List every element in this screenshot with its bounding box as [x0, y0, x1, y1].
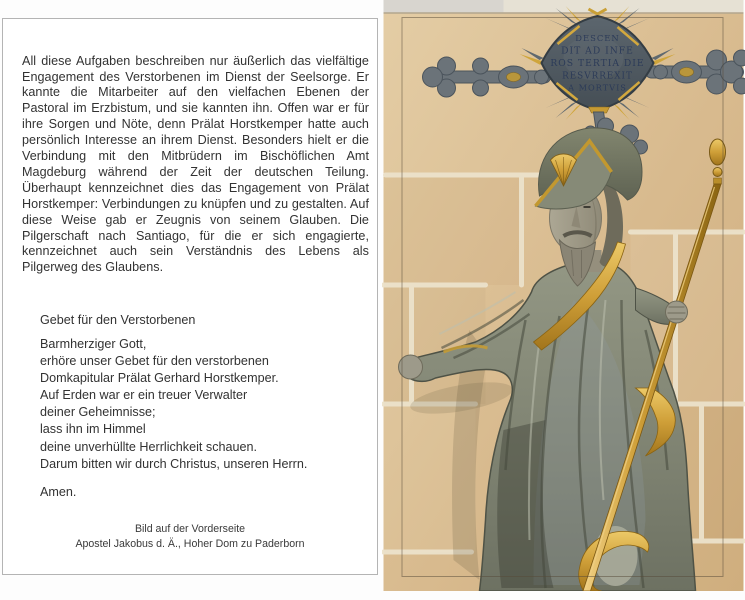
prayer-heading: Gebet für den Verstorbenen [40, 313, 196, 327]
statue-left-hand [666, 301, 688, 323]
prayer-line: deiner Geheimnisse; [40, 405, 156, 420]
photo-credit-caption [3, 522, 377, 552]
inscription-line: A MORTVIS [568, 82, 627, 93]
prayer-line: deine unverhüllte Herrlichkeit schauen. [40, 439, 258, 454]
obituary-paragraph: All diese Aufgaben beschreiben nur äußerlich das vielfältige Engagement des Verstorbenen im Dienst der Seelsorge. Er kannte die Mitarbeiter auf den vielfachen Ebenen der Pastoral im Erzbistum, und sie kannten ihn. Offen war er für ihre Sorgen und Nöte, denn Prälat Horstkemper hatte auch persönlich Interesse an ihrem Dienst. Besonders hielt er die Verbindung mit den Mitbrüdern im Bischöflichen Amt Magdeburg während der Zeit der deutschen Teilung. Überhaupt kennzeichnet dies das Engagement von Prälat Horstkemper: Verbindungen zu knüpfen und zu gestalten. Auf diese Weise gab er Zeugnis von seinem Glauben. Die Pilgerschaft nach Santiago, für die er sich engagierte, kennzeichnet auch sein Verständnis des Lebens als Pilgerweg des Glaubens. [22, 53, 369, 275]
prayer-line: erhöre unser Gebet für den verstorbenen [40, 354, 269, 369]
caption-line-2: Apostel Jakobus d. Ä., Hoher Dom zu Paderborn [75, 538, 305, 550]
top-ledge [384, 0, 744, 13]
prayer-line: Barmherziger Gott, [40, 337, 147, 351]
inscription-line: DESCEN [575, 33, 620, 43]
prayer-line: lass ihn im Himmel [40, 422, 146, 437]
statue-photo [382, 0, 745, 591]
prayer-line: Domkapitular Prälat Gerhard Horstkemper. [40, 371, 279, 386]
caption-line-1: Bild auf der Vorderseite [134, 523, 246, 535]
right-page-photo [382, 0, 745, 591]
left-page [2, 18, 378, 575]
inscription-line: ROS TERTIA DIE [550, 58, 645, 69]
prayer-section [40, 313, 370, 499]
prayer-text [40, 336, 370, 473]
prayer-line: Darum bitten wir durch Christus, unseren Herrn. [40, 456, 308, 471]
inscription-line: DIT AD INFE [561, 45, 634, 57]
prayer-line: Auf Erden war er ein treuer Verwalter [40, 388, 248, 403]
inscription-line: RESVRREXIT [562, 71, 633, 82]
prayer-amen: Amen. [40, 484, 77, 499]
